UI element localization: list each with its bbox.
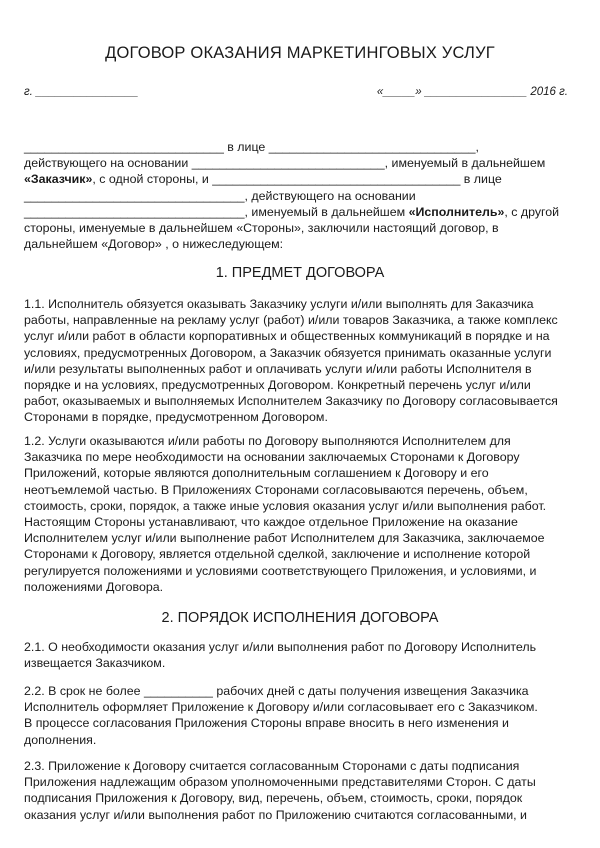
clause-line: работы, направленные на рекламу услуг (работ) и/или товаров Заказчика, а также комплекс bbox=[24, 313, 558, 328]
preamble-line-5 bbox=[24, 204, 576, 220]
city-field: г. ________________ bbox=[24, 86, 139, 98]
clause-line: 1.2. Услуги оказываются и/или работы по Договору выполняются Исполнителем для bbox=[24, 434, 511, 448]
clause-line: Сторонами к Договору, является отдельной сделкой, заключение и исполнение которой bbox=[24, 547, 531, 562]
clause-line: Сторонами в порядке, предусмотренном Договором. bbox=[24, 410, 328, 425]
clause-1-1 bbox=[24, 296, 576, 426]
preamble-line-4: ________________________________, действующего на основании bbox=[24, 188, 416, 203]
clause-line: 2.1. О необходимости оказания услуг и/или выполнения работ по Договору Исполнитель bbox=[24, 640, 537, 654]
clause-line: неотъемлемой частью. В Приложениях Сторонами согласовываются перечень, объем, bbox=[24, 482, 528, 497]
clause-line: услуг и/или работ в области корпоративных и общественных коммуникаций в порядке и на bbox=[24, 329, 550, 344]
clause-line: Приложений, которые являются дополнительным соглашением к Договору и его bbox=[24, 466, 489, 481]
preamble-line-7: дальнейшем «Договор» , о нижеследующем: bbox=[24, 237, 284, 252]
contractor-term: «Исполнитель» bbox=[408, 204, 505, 219]
date-field: «_____» ________________ 2016 г. bbox=[376, 86, 568, 98]
clause-line: Настоящим Стороны устанавливают, что каждое отдельное Приложение на оказание bbox=[24, 515, 518, 530]
section-1-title: 1. ПРЕДМЕТ ДОГОВОРА bbox=[215, 265, 385, 281]
clause-line: Приложения надлежащим образом уполномоченными представителями Сторон. С даты bbox=[24, 775, 536, 790]
clause-line: условиях, предусмотренных Договором, а Заказчик обязуется принимать оказанные услуги bbox=[24, 345, 552, 360]
clause-line: Заказчика по мере необходимости на основании заключаемых Сторонами к Договору bbox=[24, 450, 520, 465]
parties-preamble bbox=[24, 139, 576, 252]
clause-line: Исполнителем услуг и/или выполнение работ Исполнителем для Заказчика, заключаемое bbox=[24, 531, 545, 546]
clause-1-2 bbox=[24, 433, 576, 595]
preamble-line-3 bbox=[24, 171, 576, 187]
clause-line: регулируется положениями и условиями соответствующего Приложения, и условиями, и bbox=[24, 563, 537, 578]
clause-line: 2.3. Приложение к Договору считается согласованным Сторонами с даты подписания bbox=[24, 759, 520, 773]
clause-line: 2.2. В срок не более __________ рабочих дней с даты получения извещения Заказчика bbox=[24, 684, 529, 698]
clause-2-1 bbox=[24, 639, 576, 671]
clause-line: 1.1. Исполнитель обязуется оказывать Заказчику услуги и/или выполнять для Заказчика bbox=[24, 297, 534, 311]
document-title: ДОГОВОР ОКАЗАНИЯ МАРКЕТИНГОВЫХ УСЛУГ bbox=[105, 44, 495, 62]
clause-line: и/или результаты выполненных работ и оплачивать услуги и/или работы Исполнителя в bbox=[24, 361, 532, 376]
section-2-title: 2. ПОРЯДОК ИСПОЛНЕНИЯ ДОГОВОРА bbox=[161, 610, 439, 626]
clause-line: извещается Заказчиком. bbox=[24, 656, 166, 671]
preamble-line-1: _____________________________ в лице ______________________________, bbox=[24, 140, 479, 154]
preamble-line-3-rest: , с одной стороны, и ____________________________________ в лице bbox=[92, 172, 502, 187]
customer-term: «Заказчик» bbox=[24, 172, 93, 187]
clause-line: порядке и на условиях, предусмотренных Договором. Конкретный перечень услуг и/или bbox=[24, 378, 531, 393]
clause-2-3 bbox=[24, 758, 576, 823]
preamble-line-6: стороны, именуемые в дальнейшем «Стороны», заключили настоящий договор, в bbox=[24, 221, 499, 236]
clause-line: стоимость, сроки, порядок, а также иные условия оказания услуг и/или выполнения работ. bbox=[24, 498, 547, 513]
clause-line: подписания Приложения к Договору, вид, перечень, объем, стоимость, сроки, порядок bbox=[24, 791, 523, 806]
clause-line: оказания услуг и/или выполнения работ по Приложению считаются согласованными, и bbox=[24, 807, 527, 822]
clause-line: положениями Договора. bbox=[24, 579, 164, 594]
clause-line: В процессе согласования Приложения Стороны вправе вносить в него изменения и bbox=[24, 716, 509, 731]
preamble-line-2: действующего на основании ____________________________, именуемый в дальнейшем bbox=[24, 156, 546, 171]
clause-line: Исполнитель оформляет Приложение к Договору и/или согласовывает его с Заказчиком. bbox=[24, 700, 538, 715]
clause-line: дополнения. bbox=[24, 732, 97, 747]
preamble-line-5-start: ________________________________, именуемый в дальнейшем bbox=[24, 204, 409, 219]
preamble-line-5-end: , с другой bbox=[504, 204, 560, 219]
clause-line: работ, оказываемых и выполняемых Исполнителем Заказчику по Договору согласовывается bbox=[24, 394, 558, 409]
clause-2-2 bbox=[24, 683, 576, 748]
